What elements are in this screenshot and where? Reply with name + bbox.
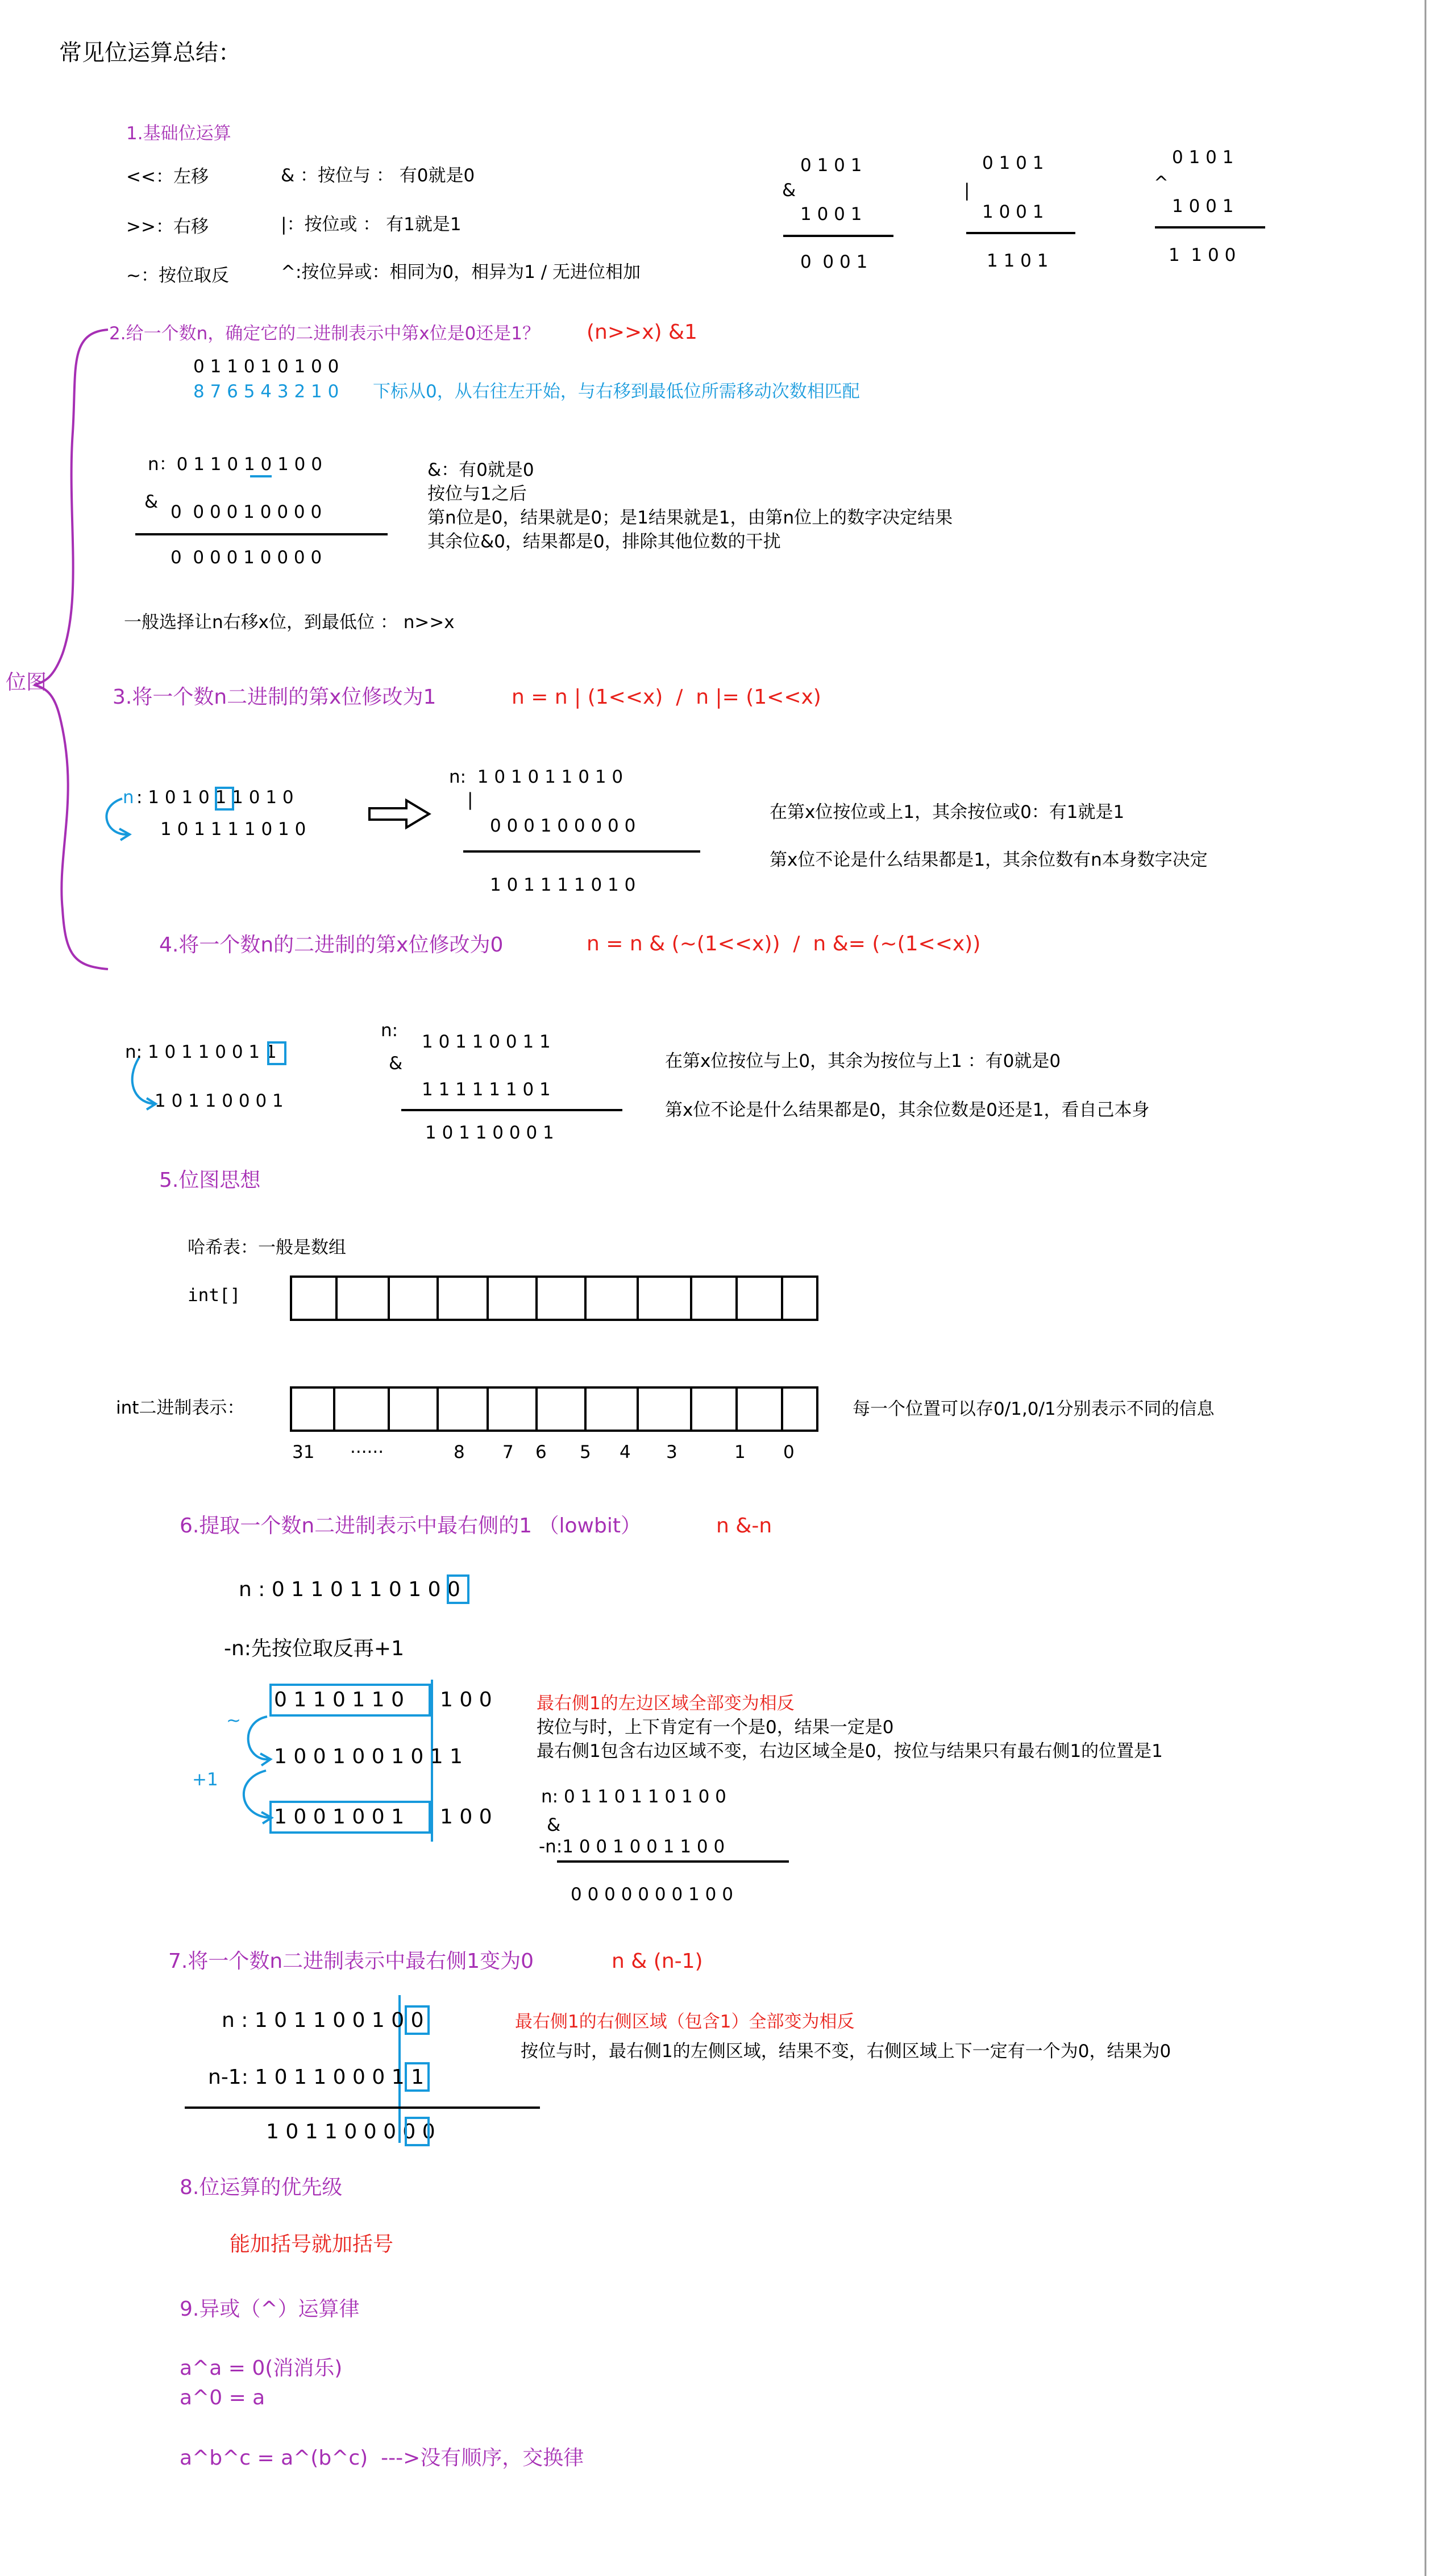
s5-index-5: 5 (580, 1442, 591, 1462)
s6-red-note: 最右侧1的左边区域全部变为相反 (537, 1693, 795, 1714)
s5-index-1: 1 (734, 1442, 746, 1462)
s1-op-xor: ^:按位异或：相同为0，相异为1 / 无进位相加 (281, 262, 641, 282)
s9-heading: 9.异或（^）运算律 (180, 2297, 360, 2321)
s5-heading: 5.位图思想 (159, 1169, 261, 1192)
s5-index-dots: ······ (350, 1442, 384, 1462)
s3-note-2: 第x位不论是什么结果都是1，其余位数有n本身数字决定 (770, 850, 1208, 870)
s6-calc-neg: -n:1 0 0 1 0 0 1 1 0 0 (539, 1837, 725, 1857)
s7-heading: 7.将一个数n二进制表示中最右侧1变为0 (168, 1950, 534, 1973)
s4-bit-highlight (267, 1041, 286, 1065)
s7-res-highlight (405, 2117, 430, 2146)
s6-formula: n &-n (716, 1514, 772, 1538)
s2-index-note: 下标从0，从右往左开始，与右移到最低位所需移动次数相匹配 (373, 381, 860, 402)
s7-m-line: n-1: 1 0 1 1 0 0 0 1 1 (208, 2066, 424, 2089)
s7-res-line: 1 0 1 1 0 0 0 0 0 (266, 2120, 435, 2143)
s1-ex-or-a: 0 1 0 1 (982, 153, 1044, 173)
s6-calc-res: 0 0 0 0 0 0 0 1 0 0 (571, 1884, 733, 1905)
s5-array-label: int[] (188, 1285, 241, 1306)
s8-heading: 8.位运算的优先级 (180, 2176, 343, 2199)
s3-calc-res: 1 0 1 1 1 1 0 1 0 (490, 875, 636, 895)
bitmap-side-label: 位图 (6, 671, 47, 694)
s6-plus1: +1 (192, 1769, 218, 1790)
s5-array-cells (290, 1273, 821, 1324)
s4-result-left: 1 0 1 1 0 0 0 1 (155, 1091, 284, 1111)
s6-calc-n: n: 0 1 1 0 1 1 0 1 0 0 (541, 1786, 726, 1807)
s6-tilde: ~ (226, 1710, 241, 1731)
s7-n-line: n : 1 0 1 1 0 0 1 0 0 (222, 2009, 424, 2032)
s4-curve-arrow (132, 1057, 155, 1104)
s4-heading: 4.将一个数n的二进制的第x位修改为0 (159, 933, 504, 957)
s7-formula: n & (n-1) (612, 1950, 703, 1973)
s7-m-highlight (405, 2062, 430, 2092)
s3-bit-highlight (215, 787, 234, 811)
s5-index-4: 4 (620, 1442, 631, 1462)
s1-ex-and-op: & (782, 180, 796, 201)
s2-result: 0 0 0 0 1 0 0 0 0 (171, 547, 322, 568)
s6-calc-op: & (547, 1815, 561, 1835)
s6-neg-note: -n:先按位取反再+1 (224, 1637, 405, 1660)
s2-note-3: 第n位是0，结果就是0；是1结果就是1，由第n位上的数字决定结果 (427, 508, 953, 528)
s5-index-31: 31 (292, 1442, 315, 1462)
s9-rule-1: a^a = 0(消消乐) (180, 2357, 343, 2380)
s1-op-shr: >>：右移 (126, 217, 209, 237)
s2-amp: & (144, 492, 159, 512)
page-title: 常见位运算总结： (59, 40, 241, 66)
s1-op-or: |：按位或 ： 有1就是1 (281, 214, 462, 235)
s6-lowbit-highlight (447, 1574, 469, 1604)
s5-index-3: 3 (666, 1442, 677, 1462)
s2-note-4: 其余位&0，结果都是0，排除其他位数的干扰 (427, 531, 781, 552)
s4-note-1: 在第x位按位与上0，其余为按位与上1 ：有0就是0 (665, 1051, 1061, 1071)
s9-rule-3: a^b^c = a^(b^c) --->没有顺序，交换律 (180, 2446, 584, 2470)
s5-index-6: 6 (535, 1442, 547, 1462)
s3-formula: n = n | (1<<x) / n |= (1<<x) (512, 685, 821, 709)
s3-n-bits: : 1 0 1 0 1 1 0 1 0 (136, 787, 294, 808)
s1-ex-xor-op: ^ (1154, 173, 1169, 193)
s3-heading: 3.将一个数n二进制的第x位修改为1 (113, 685, 437, 709)
s4-calc-mask: 1 1 1 1 1 1 0 1 (422, 1079, 551, 1100)
s5-bit-cells (290, 1384, 821, 1435)
s2-note-2: 按位与1之后 (427, 484, 527, 504)
s3-calc-n: n: 1 0 1 0 1 1 0 1 0 (449, 767, 623, 787)
s2-indices: 8 7 6 5 4 3 2 1 0 (193, 381, 339, 402)
s2-n-line: n：0 1 1 0 1 0 1 0 0 (148, 454, 322, 475)
s1-heading: 1.基础位运算 (126, 123, 231, 144)
s1-ex-and-res: 0 0 0 1 (800, 252, 868, 272)
s6-row3-right: 1 0 0 (440, 1805, 492, 1829)
s3-note-1: 在第x位按位或上1，其余按位或0：有1就是1 (770, 802, 1125, 822)
bitmap-brace (34, 330, 108, 969)
s7-red-note: 最右侧1的右侧区域（包含1）全部变为相反 (515, 2012, 855, 2032)
s5-index-8: 8 (454, 1442, 465, 1462)
s2-formula: (n>>x) &1 (587, 321, 697, 344)
s9-rule-2: a^0 = a (180, 2386, 265, 2409)
s6-row1-right: 1 0 0 (440, 1688, 492, 1711)
s5-index-0: 0 (783, 1442, 795, 1462)
s1-op-not: ~：按位取反 (126, 265, 229, 286)
s3-n-label: n (123, 787, 134, 808)
s3-hollow-arrow (369, 800, 429, 828)
s1-op-shl: <<：左移 (126, 167, 209, 187)
s8-note: 能加括号就加括号 (230, 2233, 394, 2256)
s4-formula: n = n & (~(1<<x)) / n &= (~(1<<x)) (587, 932, 981, 955)
s5-hash-label: 哈希表：一般是数组 (188, 1237, 346, 1258)
s2-bits: 0 1 1 0 1 0 1 0 0 (193, 356, 339, 377)
s6-row1-left: 0 1 1 0 1 1 0 (274, 1688, 404, 1711)
s4-calc-res: 1 0 1 1 0 0 0 1 (425, 1123, 554, 1143)
s6-row3-left: 1 0 0 1 0 0 1 (274, 1805, 404, 1829)
s1-ex-xor-res: 1 1 0 0 (1169, 245, 1236, 265)
s4-calc-op: & (389, 1053, 403, 1074)
s5-index-7: 7 (502, 1442, 514, 1462)
s6-row2: 1 0 0 1 0 0 1 0 1 1 (274, 1745, 463, 1768)
s2-note-1: &：有0就是0 (427, 460, 534, 480)
s2-general: 一般选择让n右移x位，到最低位 ： n>>x (124, 612, 455, 633)
s4-note-2: 第x位不论是什么结果都是0，其余位数是0还是1，看自己本身 (665, 1100, 1150, 1120)
s2-heading: 2.给一个数n，确定它的二进制表示中第x位是0还是1？ (109, 323, 541, 344)
s6-note-2: 最右侧1包含右边区域不变，右边区域全是0，按位与结果只有最右侧1的位置是1 (537, 1741, 1163, 1761)
s6-note-1: 按位与时，上下肯定有一个是0，结果一定是0 (537, 1717, 894, 1738)
s3-calc-op: | (467, 790, 473, 810)
s4-n-bits: n: 1 0 1 1 0 0 1 1 (125, 1042, 277, 1062)
s1-ex-xor-b: 1 0 0 1 (1172, 196, 1234, 217)
s7-n-highlight (405, 2005, 430, 2035)
s3-result-left: 1 0 1 1 1 1 0 1 0 (160, 819, 306, 840)
s4-calc-n: 1 0 1 1 0 0 1 1 (422, 1032, 551, 1052)
s3-calc-mask: 0 0 0 1 0 0 0 0 0 (490, 816, 636, 836)
s6-heading: 6.提取一个数n二进制表示中最右侧的1 （lowbit） (180, 1514, 641, 1538)
s1-ex-or-res: 1 1 0 1 (987, 251, 1049, 271)
s4-calc-n-label: n: (381, 1020, 398, 1041)
s1-ex-and-a: 0 1 0 1 (800, 155, 862, 176)
s2-mask: 0 0 0 0 1 0 0 0 0 (171, 502, 322, 522)
s1-ex-or-op: | (964, 180, 970, 201)
s1-ex-and-b: 1 0 0 1 (800, 204, 862, 225)
s1-op-and: & ：按位与 ： 有0就是0 (281, 165, 475, 186)
s6-n-line: n : 0 1 1 0 1 1 0 1 0 0 (239, 1578, 460, 1601)
s5-bin-note: 每一个位置可以存0/1,0/1分别表示不同的信息 (853, 1399, 1215, 1419)
s5-bin-label: int二进制表示： (116, 1398, 245, 1418)
s1-ex-or-b: 1 0 0 1 (982, 202, 1044, 222)
s7-note: 按位与时，最右侧1的左侧区域，结果不变，右侧区域上下一定有一个为0，结果为0 (521, 2041, 1171, 2062)
s1-ex-xor-a: 0 1 0 1 (1172, 147, 1234, 168)
